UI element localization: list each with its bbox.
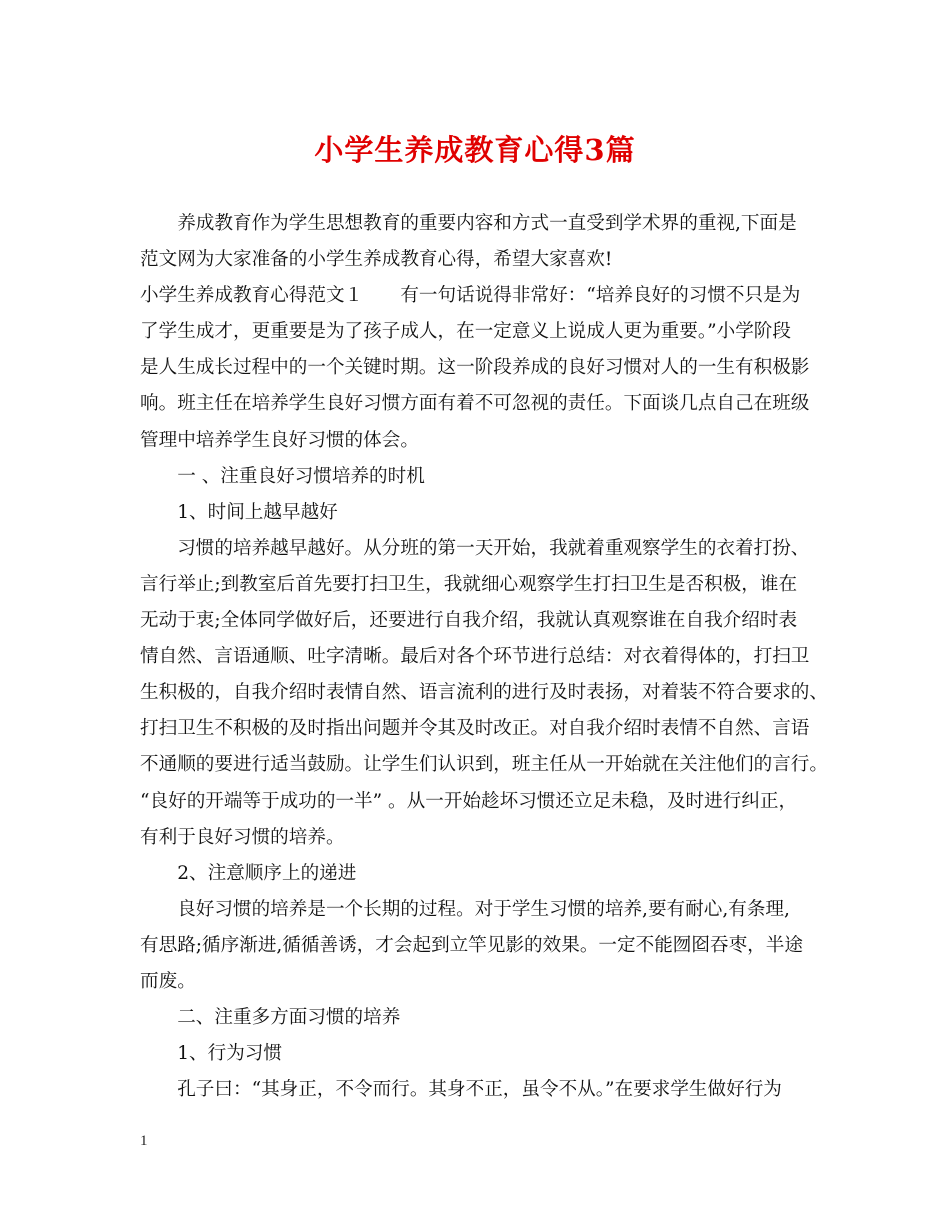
page-title: 小学生养成教育心得3篇: [314, 133, 636, 167]
text-line: 范文网为大家准备的小学生养成教育心得，希望大家喜欢!: [140, 249, 613, 271]
text-line: 是人生成长过程中的一个关键时期。这一阶段养成的良好习惯对人的一生有积极影: [140, 357, 810, 379]
subsection-heading: 2、注意顺序上的递进: [140, 862, 357, 884]
text-line: 情自然、言语通顺、吐字清晰。最后对各个环节进行总结：对衣着得体的，打扫卫: [140, 646, 810, 668]
text-line: 响。班主任在培养学生良好习惯方面有着不可忽视的责任。下面谈几点自己在班级: [140, 393, 810, 415]
text-line: 小学生养成教育心得范文１ 有一句话说得非常好：“培养良好的习惯不只是为: [140, 285, 801, 307]
text-line: 养成教育作为学生思想教育的重要内容和方式一直受到学术界的重视,下面是: [140, 213, 797, 234]
subsection-heading: 1、行为习惯: [140, 1043, 282, 1065]
text-line: 打扫卫生不积极的及时指出问题并令其及时改正。对自我介绍时表情不自然、言语: [140, 718, 810, 740]
text-line: 孔子曰：“其身正，不令而行。其身不正，虽令不从。”在要求学生做好行为: [140, 1079, 782, 1101]
text-line: 生积极的，自我介绍时表情自然、语言流利的进行及时表扬，对着装不符合要求的、: [140, 682, 828, 704]
text-line: 有思路;循序渐进,循循善诱，才会起到立竿见影的效果。一定不能囫囵吞枣，半途: [140, 934, 803, 956]
document-body: [140, 206, 830, 1108]
text-line: 而废。: [140, 970, 196, 992]
text-line: 管理中培养学生良好习惯的体会。: [140, 429, 419, 451]
text-line: 良好习惯的培养是一个长期的过程。对于学生习惯的培养,要有耐心,有条理,: [140, 898, 790, 920]
text-line: “良好的开端等于成功的一半” 。从一开始趁坏习惯还立足未稳，及时进行纠正，: [140, 790, 798, 812]
page-number: 1: [140, 1133, 148, 1149]
text-line: 无动于衷;全体同学做好后，还要进行自我介绍，我就认真观察谁在自我介绍时表: [140, 610, 798, 632]
text-line: 有利于良好习惯的培养。: [140, 826, 345, 848]
text-line: 言行举止;到教室后首先要打扫卫生，我就细心观察学生打扫卫生是否积极，谁在: [140, 573, 798, 595]
section-heading: 二、注重多方面习惯的培养: [140, 1007, 401, 1029]
text-line: 习惯的培养越早越好。从分班的第一天开始，我就着重观察学生的衣着打扮、: [140, 537, 810, 559]
section-heading: 一 、注重良好习惯培养的时机: [140, 465, 425, 487]
text-line: 了学生成才，更重要是为了孩子成人，在一定意义上说成人更为重要。”小学阶段: [140, 321, 791, 343]
text-line: 不通顺的要进行适当鼓励。让学生们认识到，班主任从一开始就在关注他们的言行。: [140, 754, 828, 776]
subsection-heading: 1、时间上越早越好: [140, 501, 338, 523]
